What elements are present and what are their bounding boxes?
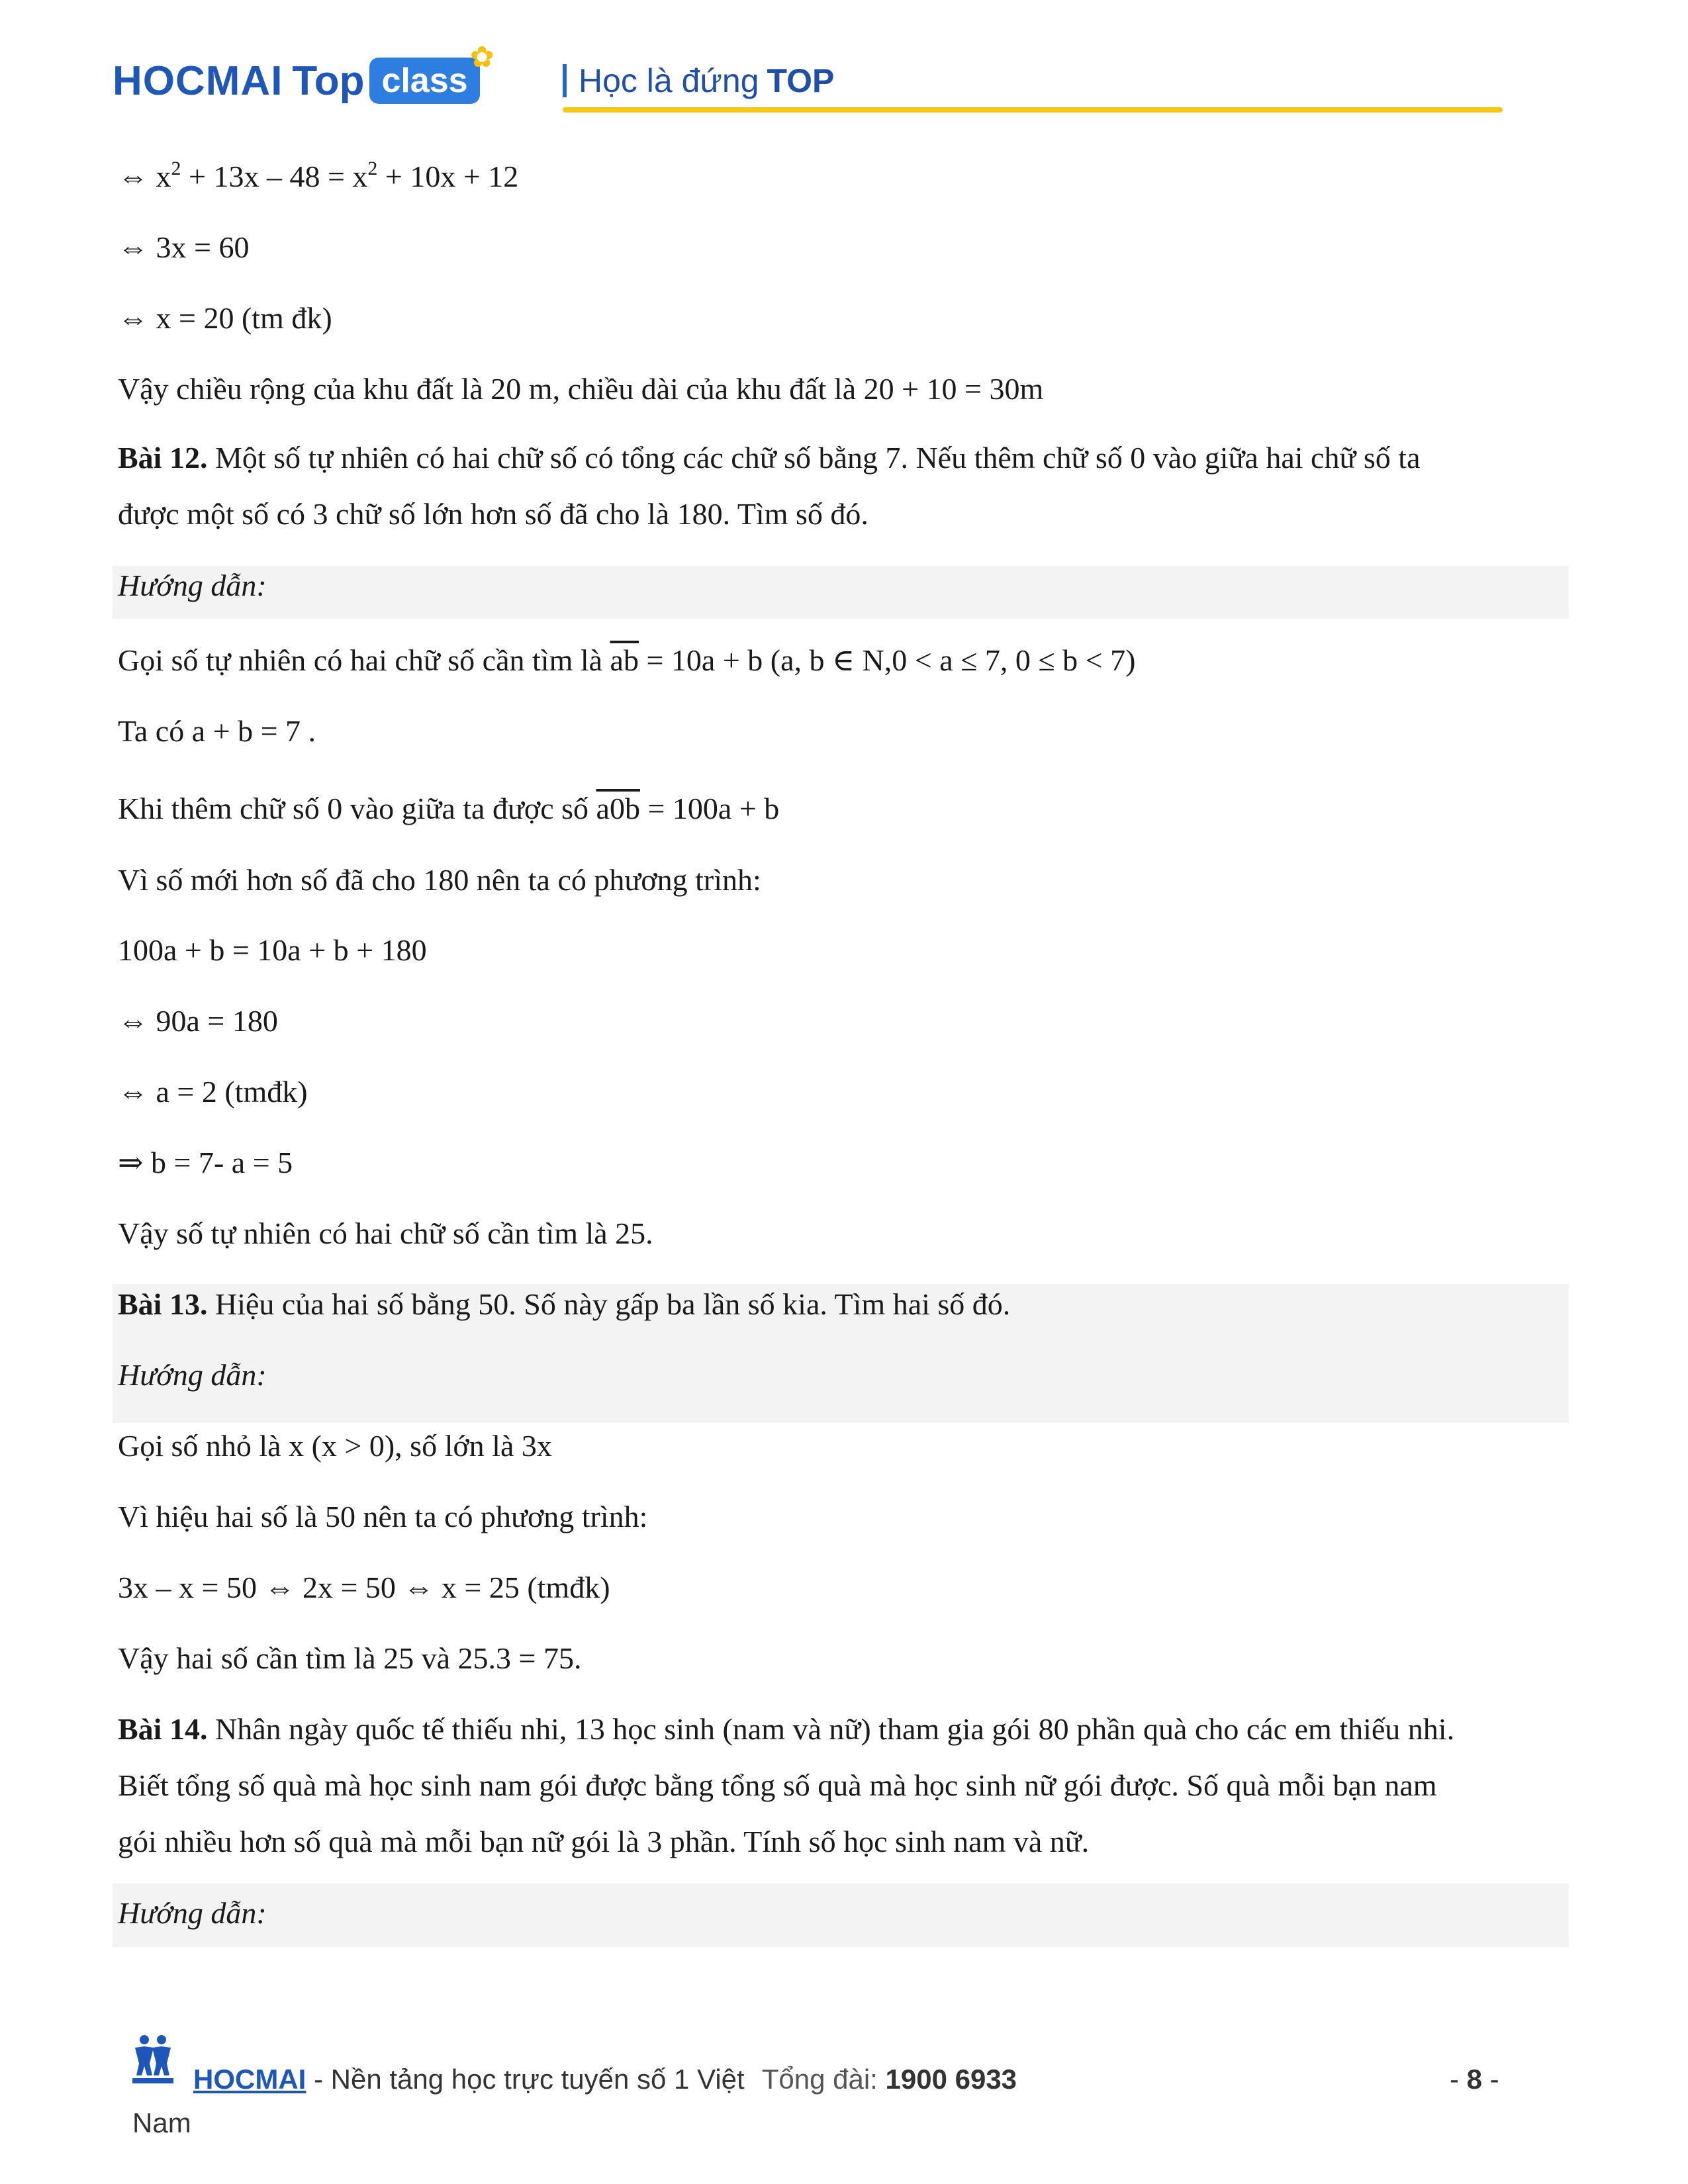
solution-line: ⇔ 90a = 180 [118, 1004, 278, 1038]
logo-class-badge [369, 41, 494, 104]
highlight-band [113, 1884, 1569, 1947]
solution-line: Ta có a + b = 7 . [118, 714, 316, 748]
problem-label: Bài 14. [118, 1712, 208, 1746]
page-header [0, 0, 1688, 119]
solution-line: Vì số mới hơn số đã cho 180 nên ta có phương trình: [118, 863, 761, 897]
footer-tagline: - Nền tảng học trực tuyến số 1 Việt [306, 2064, 745, 2095]
problem-13-line [118, 1285, 1010, 1324]
page-number [1450, 2064, 1499, 2095]
footer-hotline [762, 2064, 1017, 2095]
footer-brand-link[interactable]: HOCMAI [193, 2064, 306, 2095]
text: Gọi số tự nhiên có hai chữ số cần tìm là [118, 643, 610, 677]
superscript: 2 [171, 158, 181, 179]
solution-line: Gọi số nhỏ là x (x > 0), số lớn là 3x [118, 1429, 552, 1463]
text: = 10a + b (a, b ∈ N,0 < a ≤ 7, 0 ≤ b < 7) [638, 643, 1136, 677]
equation-line [118, 157, 518, 197]
solution-line: ⇒ b = 7- a = 5 [118, 1146, 293, 1179]
text: + 13x – 48 = x [181, 159, 368, 193]
logo-brand: HOCMAI [113, 58, 283, 104]
guide-heading: Hướng dẫn: [118, 1358, 267, 1392]
guide-heading: Hướng dẫn: [118, 1896, 267, 1930]
hocmai-topclass-logo [113, 41, 494, 107]
footer-info [193, 2064, 1017, 2095]
problem-12-line-1 [118, 438, 1421, 478]
logo-class-text: class [381, 62, 468, 100]
text: = 100a + b [639, 792, 780, 825]
conclusion-line: Vậy chiều rộng của khu đất là 20 m, chiều dài của khu đất là 20 + 10 = 30m [118, 372, 1044, 406]
header-underline [563, 107, 1503, 113]
problem-label: Bài 12. [118, 441, 208, 475]
solution-line: Vì hiệu hai số là 50 nên ta có phương trình: [118, 1500, 648, 1533]
problem-14-line-1 [118, 1709, 1454, 1749]
header-slogan [563, 54, 834, 107]
highlight-band [113, 566, 1569, 619]
superscript: 2 [367, 158, 378, 179]
equation-line: ⇔ 3x = 60 [118, 230, 250, 264]
text: ⇔ x [118, 159, 171, 193]
slogan-divider [563, 64, 567, 97]
slogan-top: TOP [767, 62, 835, 99]
solution-line [118, 789, 779, 829]
solution-line: 100a + b = 10a + b + 180 [118, 933, 427, 967]
hocmai-figures-icon [130, 2033, 176, 2086]
solution-line [118, 641, 1135, 680]
problem-label: Bài 13. [118, 1287, 208, 1321]
problem-text: Nhân ngày quốc tế thiếu nhi, 13 học sinh (nam và nữ) tham gia gói 80 phần quà cho các em thiếu nhi. [207, 1712, 1455, 1746]
guide-heading: Hướng dẫn: [118, 569, 267, 602]
overlined-number: a0b [596, 792, 640, 825]
logo-top: Top [292, 58, 365, 104]
text: Khi thêm chữ số 0 vào giữa ta được số [118, 792, 596, 825]
page-suffix: - [1482, 2064, 1499, 2095]
hotline-number: 1900 6933 [885, 2064, 1017, 2095]
solution-line: 3x – x = 50 ⇔ 2x = 50 ⇔ x = 25 (tmđk) [118, 1570, 610, 1604]
problem-12-line-2: được một số có 3 chữ số lớn hơn số đã cho là 180. Tìm số đó. [118, 497, 868, 531]
equation-line: ⇔ x = 20 (tm đk) [118, 301, 332, 335]
page-footer [0, 2025, 1688, 2184]
star-icon: ✿ [469, 41, 494, 73]
footer-tagline-wrap: Nam [132, 2107, 191, 2138]
hotline-label: Tổng đài: [761, 2064, 886, 2095]
problem-text: Một số tự nhiên có hai chữ số có tổng các chữ số bằng 7. Nếu thêm chữ số 0 vào giữa hai chữ số ta [207, 441, 1421, 475]
page-number-value: 8 [1466, 2064, 1483, 2095]
slogan-main: Học là đứng [579, 62, 759, 99]
overlined-number: $\overline{ab}$ [610, 643, 639, 677]
solution-line: ⇔ a = 2 (tmđk) [118, 1075, 308, 1109]
problem-14-line-2: Biết tổng số quà mà học sinh nam gói được bằng tổng số quà mà học sinh nữ gói được. Số quà mỗi bạn nam [118, 1768, 1437, 1802]
solution-line: Vậy hai số cần tìm là 25 và 25.3 = 75. [118, 1641, 582, 1675]
text: + 10x + 12 [377, 159, 519, 193]
problem-text: Hiệu của hai số bằng 50. Số này gấp ba lần số kia. Tìm hai số đó. [207, 1287, 1011, 1321]
solution-line: Vậy số tự nhiên có hai chữ số cần tìm là 25. [118, 1216, 653, 1250]
page-prefix: - [1450, 2064, 1467, 2095]
problem-14-line-3: gói nhiều hơn số quà mà mỗi bạn nữ gói là 3 phần. Tính số học sinh nam và nữ. [118, 1825, 1090, 1858]
